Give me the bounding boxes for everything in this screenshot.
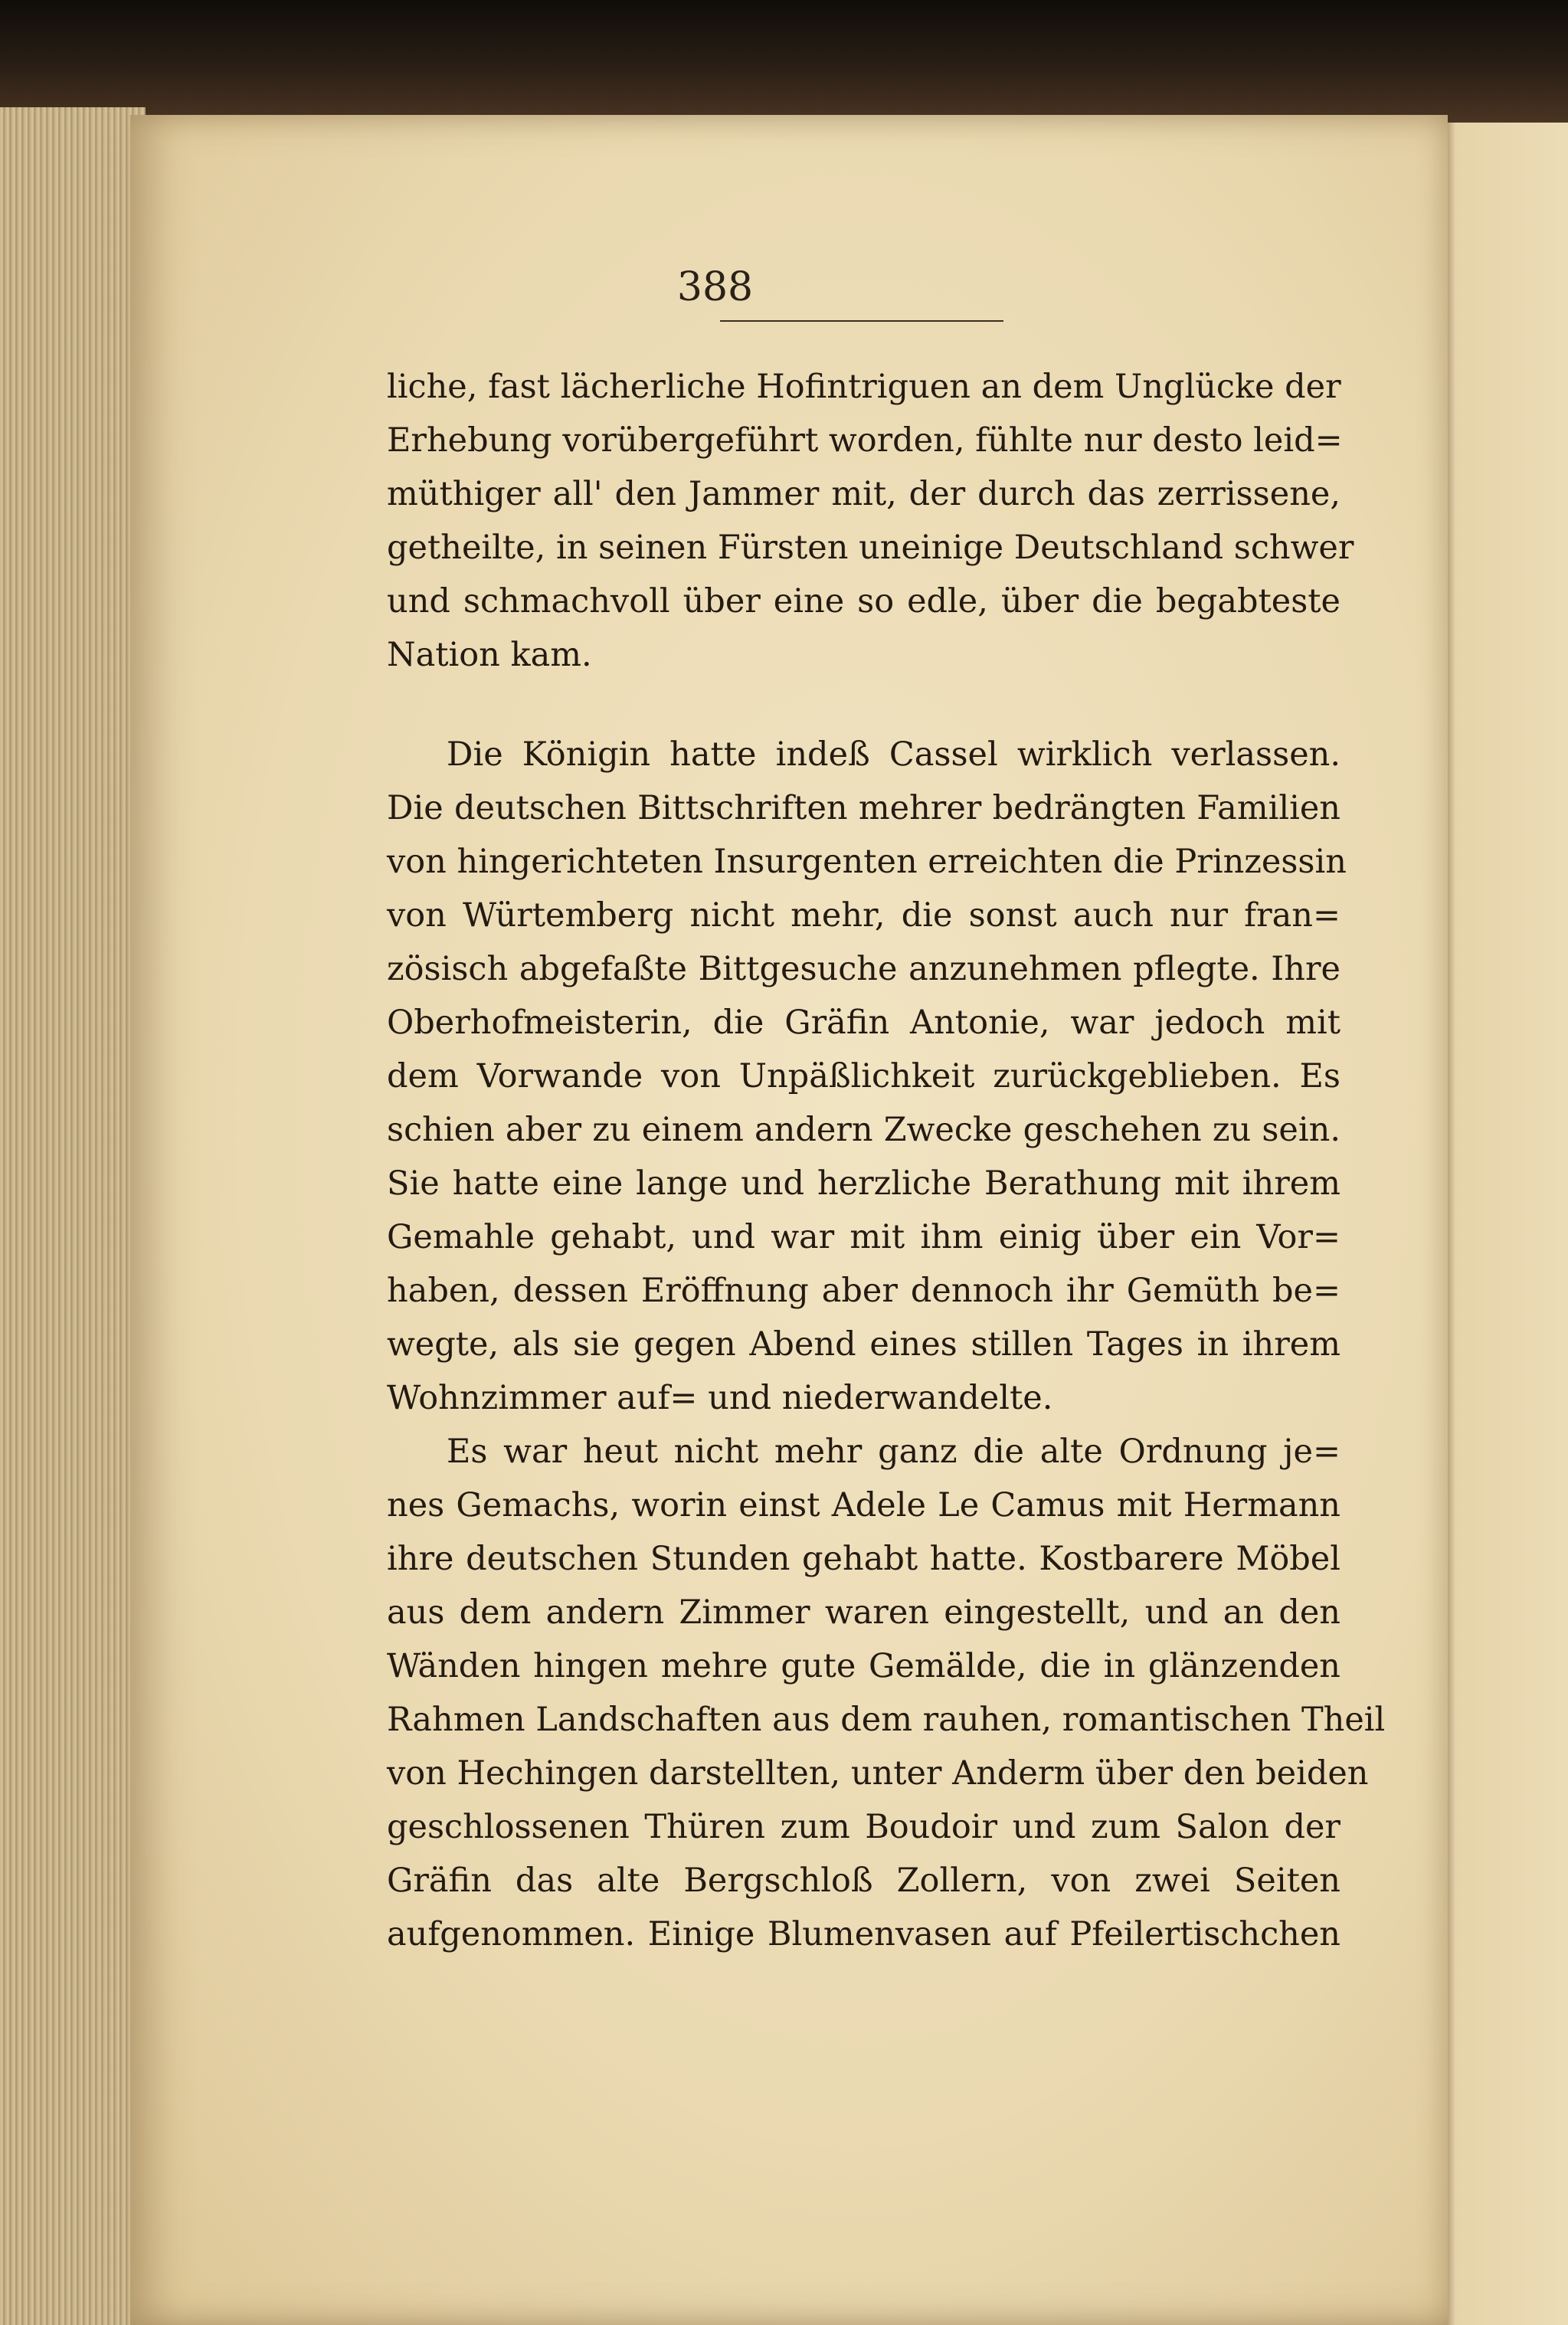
text-line: müthiger all' den Jammer mit, der durch das zerrissene,	[387, 475, 1340, 513]
text-line: von hingerichteten Insurgenten erreichten die Prinzessin	[387, 843, 1347, 881]
page-edges	[0, 107, 146, 2325]
text-line: ihre deutschen Stunden gehabt hatte. Kostbarere Möbel	[387, 1540, 1340, 1578]
text-line: von Hechingen darstellten, unter Anderm über den beiden	[387, 1754, 1369, 1793]
text-line: Wänden hingen mehre gute Gemälde, die in glänzenden	[387, 1647, 1340, 1685]
page-text	[387, 360, 1386, 1961]
text-line: schien aber zu einem andern Zwecke geschehen zu sein.	[387, 1111, 1340, 1149]
text-line: Nation kam.	[387, 636, 592, 674]
text-line: Gemahle gehabt, und war mit ihm einig über ein Vor=	[387, 1218, 1340, 1256]
text-line: aus dem andern Zimmer waren eingestellt, und an den	[387, 1593, 1340, 1632]
text-line: haben, dessen Eröffnung aber dennoch ihr Gemüth be=	[387, 1272, 1340, 1310]
text-line: Oberhofmeisterin, die Gräfin Antonie, war jedoch mit	[387, 1004, 1340, 1042]
book-binding-top	[0, 0, 1568, 123]
text-line: dem Vorwande von Unpäßlichkeit zurückgeblieben. Es	[387, 1057, 1340, 1095]
paragraph-3	[387, 1425, 1386, 1961]
text-line: von Würtemberg nicht mehr, die sonst auch nur fran=	[387, 896, 1340, 935]
text-line: Gräfin das alte Bergschloß Zollern, von zwei Seiten	[387, 1862, 1340, 1900]
header-rule	[720, 320, 1003, 322]
page-number: 388	[676, 264, 754, 310]
text-line: liche, fast lächerliche Hofintriguen an dem Unglücke der	[387, 368, 1341, 406]
text-line: Sie hatte eine lange und herzliche Berathung mit ihrem	[387, 1164, 1340, 1203]
next-page-edge	[1440, 123, 1568, 2325]
text-line: getheilte, in seinen Fürsten uneinige Deutschland schwer	[387, 529, 1354, 567]
text-line: Erhebung vorübergeführt worden, fühlte nur desto leid=	[387, 421, 1343, 460]
text-line: Die Königin hatte indeß Cassel wirklich verlassen.	[447, 735, 1340, 774]
paragraph-2	[387, 728, 1347, 1425]
text-line: und schmachvoll über eine so edle, über die begabteste	[387, 582, 1340, 621]
text-line: aufgenommen. Einige Blumenvasen auf Pfeilertischchen	[387, 1915, 1340, 1953]
text-line: wegte, als sie gegen Abend eines stillen Tages in ihrem	[387, 1325, 1340, 1364]
text-line: zösisch abgefaßte Bittgesuche anzunehmen pflegte. Ihre	[387, 950, 1340, 988]
text-line: Es war heut nicht mehr ganz die alte Ordnung je=	[447, 1433, 1340, 1471]
text-line: geschlossenen Thüren zum Boudoir und zum Salon der	[387, 1808, 1340, 1846]
text-line: Wohnzimmer auf= und niederwandelte.	[387, 1379, 1053, 1417]
paragraph-1	[387, 360, 1354, 682]
text-line: nes Gemachs, worin einst Adele Le Camus mit Hermann	[387, 1486, 1340, 1524]
text-line: Rahmen Landschaften aus dem rauhen, romantischen Theil	[387, 1701, 1386, 1739]
text-line: Die deutschen Bittschriften mehrer bedrängten Familien	[387, 789, 1340, 827]
